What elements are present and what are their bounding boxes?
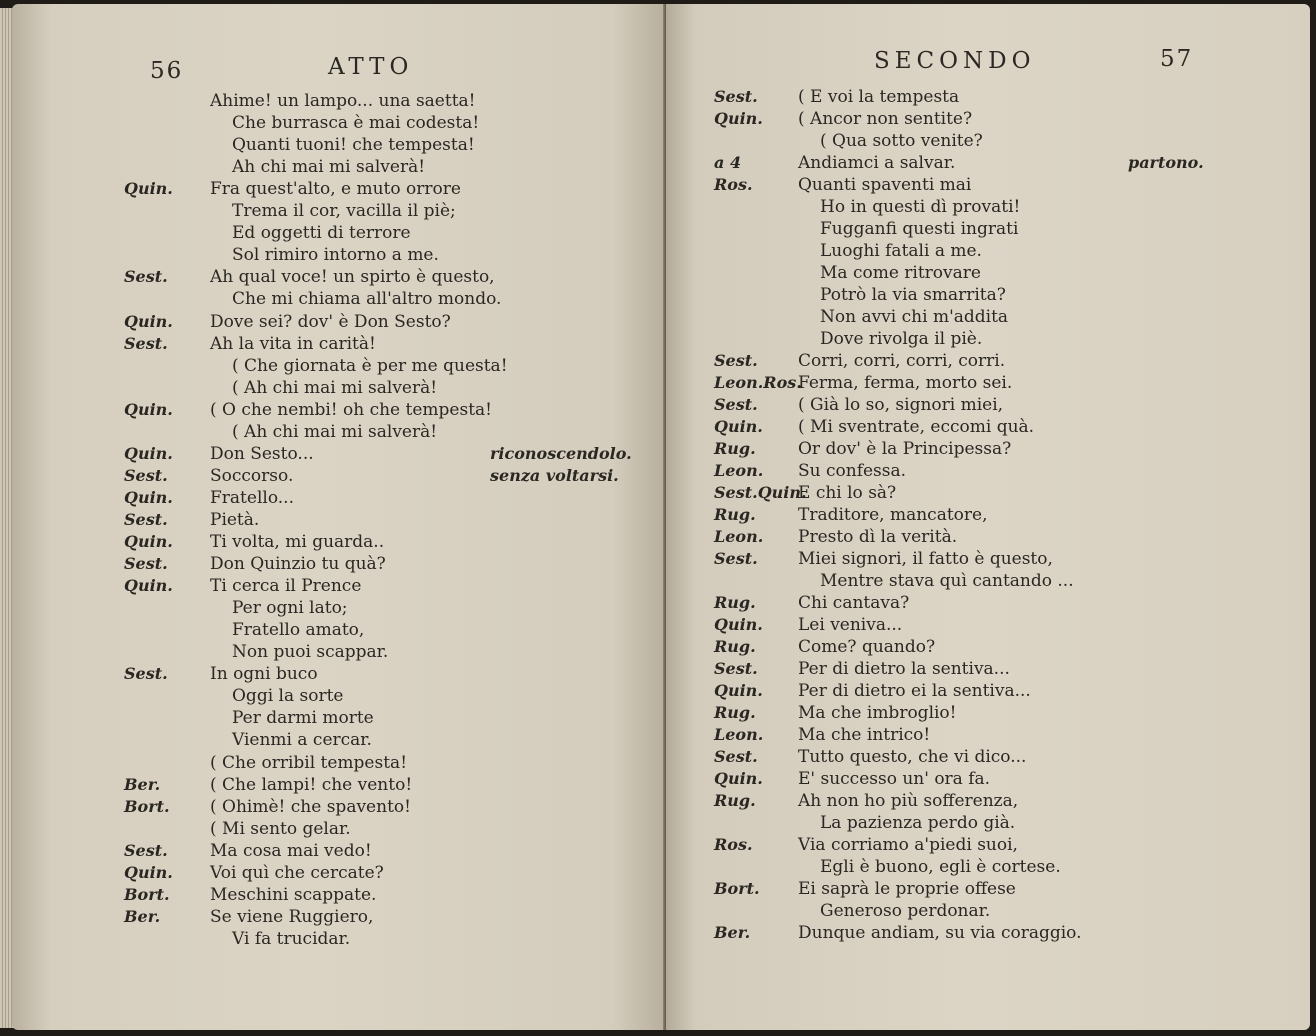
verse-line [124, 553, 386, 575]
verse-text: ( Ah chi mai mi salverà! [232, 377, 438, 398]
verse-text: Don Quinzio tu quà? [210, 554, 386, 575]
verse-line [124, 752, 407, 774]
verse-line [124, 663, 318, 685]
speaker-name: Quin. [124, 576, 173, 596]
verse-text: Ed oggetti di terrore [232, 223, 411, 244]
verse-line [124, 774, 412, 796]
speaker-name: Sest. [714, 747, 758, 766]
verse-line [714, 262, 981, 284]
verse-text: In ogni buco [210, 664, 318, 685]
speaker-name: Sest. [124, 509, 168, 529]
verse-line [714, 878, 1016, 900]
speaker-name: Ber. [714, 923, 751, 942]
verse-text: ( Già lo so, signori miei, [798, 395, 1004, 415]
verse-line [124, 377, 437, 399]
stage-direction: senza voltarsi. [490, 465, 619, 485]
verse-line [714, 152, 955, 174]
verse-line [124, 840, 372, 862]
speaker-name: Quin. [714, 615, 763, 634]
verse-line [124, 641, 388, 663]
verse-line [714, 922, 1082, 944]
verse-text: Ho in questi dì provati! [820, 197, 1021, 217]
verse-line [124, 928, 350, 950]
verse-text: Che mi chiama all'altro mondo. [232, 289, 502, 310]
page-number: 56 [150, 58, 184, 84]
verse-text: Presto dì la verità. [798, 527, 958, 547]
verse-text: Per ogni lato; [232, 598, 348, 619]
verse-line [124, 818, 351, 840]
verse-text: Dove rivolga il piè. [820, 329, 983, 349]
verse-line [714, 350, 1005, 372]
verse-text: Soccorso. [210, 465, 294, 486]
verse-text: Don Sesto... [210, 443, 314, 464]
verse-line [124, 156, 425, 178]
right-page [666, 4, 1310, 1030]
speaker-name: Quin. [124, 532, 173, 551]
verse-text: La pazienza perdo già. [820, 813, 1016, 833]
verse-line [124, 862, 384, 884]
verse-line [124, 707, 374, 729]
verse-line [714, 526, 957, 548]
verse-line [714, 592, 909, 614]
verse-text: Se viene Ruggiero, [210, 906, 374, 927]
verse-line [714, 482, 896, 504]
verse-text: Traditore, mancatore, [798, 505, 988, 525]
verse-text: ( Qua sotto venite? [820, 131, 983, 151]
speaker-name: Sest. [714, 87, 758, 106]
verse-line [714, 196, 1020, 218]
verse-line [124, 355, 508, 377]
verse-line [714, 636, 935, 658]
verse-line [714, 702, 957, 724]
verse-line [714, 86, 959, 108]
verse-text: Come? quando? [798, 637, 936, 657]
verse-text: Fratello amato, [232, 620, 365, 641]
speaker-name: Ros. [714, 835, 753, 854]
verse-line [124, 311, 451, 333]
speaker-name: Ber. [124, 774, 161, 794]
verse-text: Potrò la via smarrita? [820, 285, 1006, 305]
verse-text: Ah qual voce! un spirto è questo, [210, 267, 495, 288]
speaker-name: Rug. [714, 791, 756, 810]
verse-text: Vienmi a cercar. [232, 730, 372, 751]
speaker-name: Quin. [124, 179, 173, 199]
verse-text: Vi fa trucidar. [232, 928, 351, 949]
verse-text: Tutto questo, che vi dico... [798, 747, 1027, 767]
verse-line [714, 372, 1012, 394]
speaker-name: Sest. [714, 351, 758, 370]
verse-line [714, 108, 972, 130]
verse-line [124, 90, 476, 112]
verse-line [714, 614, 902, 636]
verse-text: Ferma, ferma, morto sei. [798, 373, 1013, 393]
speaker-name: Quin. [124, 311, 173, 331]
speaker-name: Sest. [124, 333, 168, 353]
verse-line [124, 597, 348, 619]
verse-line [124, 333, 376, 355]
verse-text: Pietà. [210, 509, 260, 530]
verse-line [124, 619, 364, 641]
speaker-name: Sest. [124, 465, 168, 485]
speaker-name: Bort. [124, 884, 170, 904]
verse-text: Ma come ritrovare [820, 263, 981, 283]
verse-text: Voi quì che cercate? [210, 862, 384, 883]
verse-text: Ma cosa mai vedo! [210, 840, 372, 861]
speaker-name: Sest. [124, 840, 168, 860]
speaker-name: Quin. [714, 769, 763, 788]
verse-line [124, 244, 439, 266]
speaker-name: a 4 [714, 153, 742, 172]
verse-text: ( Ancor non sentite? [798, 109, 973, 129]
verse-line [714, 834, 1018, 856]
verse-text: Quanti tuoni! che tempesta! [232, 135, 475, 156]
speaker-name: Sest. [714, 395, 758, 414]
verse-line [124, 575, 361, 597]
verse-line [714, 306, 1008, 328]
verse-line [714, 460, 906, 482]
verse-text: Lei veniva... [798, 615, 903, 635]
verse-text: Via corriamo a'piedi suoi, [798, 835, 1018, 855]
verse-text: Generoso perdonar. [820, 901, 991, 921]
speaker-name: Leon. [714, 725, 764, 744]
verse-text: Egli è buono, egli è cortese. [820, 857, 1061, 877]
verse-line [714, 680, 1031, 702]
verse-text: Ah chi mai mi salverà! [232, 157, 426, 178]
verse-text: ( O che nembi! oh che tempesta! [210, 399, 492, 420]
verse-text: Dunque andiam, su via coraggio. [798, 923, 1082, 943]
verse-text: Ma che imbroglio! [798, 703, 957, 723]
verse-line [124, 906, 373, 928]
verse-line [124, 134, 475, 156]
speaker-name: Ber. [124, 906, 161, 926]
verse-line [714, 174, 971, 196]
verse-line [124, 487, 294, 509]
speaker-name: Quin. [124, 443, 173, 463]
verse-line [714, 900, 990, 922]
verse-line [124, 266, 495, 288]
verse-line [124, 443, 314, 465]
verse-line [714, 416, 1034, 438]
verse-line [124, 200, 456, 222]
speaker-name: Sest. [124, 554, 168, 574]
verse-text: Sol rimiro intorno a me. [232, 245, 439, 266]
speaker-name: Ros. [714, 175, 753, 194]
speaker-name: Quin. [714, 417, 763, 436]
verse-text: ( E voi la tempesta [798, 87, 960, 107]
speaker-name: Rug. [714, 439, 756, 458]
verse-text: Andiamci a salvar. [798, 153, 956, 173]
verse-text: ( Ohimè! che spavento! [210, 796, 411, 817]
verse-text: Su confessa. [798, 461, 907, 481]
verse-line [714, 746, 1026, 768]
page-number: 57 [1160, 46, 1194, 72]
verse-line [714, 724, 930, 746]
verse-line [714, 394, 1003, 416]
verse-text: Per di dietro la sentiva... [798, 659, 1010, 679]
verse-line [124, 729, 372, 751]
verse-text: Ah non ho più sofferenza, [798, 791, 1019, 811]
verse-text: Miei signori, il fatto è questo, [798, 549, 1053, 569]
verse-line [124, 884, 376, 906]
verse-line [124, 288, 501, 310]
verse-text: Ei saprà le proprie offese [798, 879, 1016, 899]
verse-line [714, 658, 1010, 680]
verse-text: Ti cerca il Prence [210, 576, 362, 597]
verse-text: Ti volta, mi guarda.. [210, 532, 385, 552]
verse-text: Chi cantava? [798, 593, 910, 613]
verse-text: Trema il cor, vacilla il piè; [232, 201, 456, 222]
verse-text: Luoghi fatali a me. [820, 241, 982, 261]
verse-line [124, 112, 479, 134]
verse-line [714, 856, 1061, 878]
verse-line [124, 796, 411, 818]
verse-line [714, 504, 988, 526]
speaker-name: Quin. [124, 487, 173, 507]
verse-line [124, 222, 411, 244]
speaker-name: Leon. [714, 527, 764, 546]
verse-line [714, 790, 1018, 812]
verse-text: Oggi la sorte [232, 686, 344, 707]
verse-text: Corri, corri, corri, corri. [798, 351, 1006, 371]
speaker-name: Rug. [714, 505, 756, 524]
verse-text: Mentre stava quì cantando ... [820, 571, 1074, 591]
speaker-name: Quin. [714, 109, 763, 128]
verse-text: E chi lo sà? [798, 483, 897, 503]
speaker-name: Quin. [714, 681, 763, 700]
speaker-name: Quin. [124, 862, 173, 882]
verse-text: ( Che orribil tempesta! [210, 752, 408, 773]
verse-line [714, 438, 1011, 460]
verse-text: Non avvi chi m'addita [820, 307, 1009, 327]
verse-text: ( Che lampi! che vento! [210, 774, 413, 795]
speaker-name: Quin. [124, 399, 173, 419]
speaker-name: Rug. [714, 637, 756, 656]
verse-text: ( Che giornata è per me questa! [232, 355, 508, 376]
speaker-name: Rug. [714, 703, 756, 722]
stage-direction: partono. [1128, 153, 1204, 172]
verse-text: ( Ah chi mai mi salverà! [232, 421, 438, 442]
running-head: SECONDO [874, 48, 1036, 74]
speaker-name: Leon. [714, 461, 764, 480]
verse-text: E' successo un' ora fa. [798, 769, 991, 789]
speaker-name: Bort. [124, 796, 170, 816]
verse-line [124, 685, 344, 707]
verse-text: Ah la vita in carità! [210, 333, 376, 354]
verse-line [124, 465, 293, 487]
speaker-name: Leon.Ros. [714, 373, 802, 392]
left-page [12, 4, 666, 1030]
verse-text: ( Mi sento gelar. [210, 818, 351, 839]
verse-text: Meschini scappate. [210, 884, 377, 905]
verse-text: Ma che intrico! [798, 725, 931, 745]
verse-text: Dove sei? dov' è Don Sesto? [210, 311, 451, 332]
verse-line [714, 768, 990, 790]
verse-line [714, 130, 983, 152]
speaker-name: Bort. [714, 879, 760, 898]
speaker-name: Sest. [714, 659, 758, 678]
verse-text: Che burrasca è mai codesta! [232, 113, 480, 134]
verse-text: Per darmi morte [232, 708, 374, 729]
stage-direction: riconoscendolo. [490, 443, 632, 463]
verse-line [714, 218, 1018, 240]
speaker-name: Sest. [124, 664, 168, 684]
verse-text: Fratello... [210, 487, 294, 508]
verse-line [714, 284, 1006, 306]
verse-text: Or dov' è la Principessa? [798, 439, 1012, 459]
speaker-name: Sest. [714, 549, 758, 568]
verse-line [714, 240, 982, 262]
verse-line [124, 178, 461, 200]
running-head: ATTO [328, 54, 414, 80]
verse-text: Non puoi scappar. [232, 642, 389, 663]
verse-line [124, 509, 259, 531]
verse-line [714, 812, 1015, 834]
verse-text: Ahime! un lampo... una saetta! [210, 91, 476, 111]
verse-line [124, 399, 492, 421]
verse-text: Fra quest'alto, e muto orrore [210, 179, 461, 200]
verse-line [714, 328, 982, 350]
verse-text: Quanti spaventi mai [798, 175, 972, 195]
verse-line [714, 570, 1074, 592]
verse-line [124, 531, 384, 553]
speaker-name: Rug. [714, 593, 756, 612]
verse-text: Fugganfi questi ingrati [820, 219, 1019, 239]
speaker-name: Sest. [124, 267, 168, 287]
verse-line [714, 548, 1053, 570]
speaker-name: Sest.Quin. [714, 483, 807, 502]
verse-text: ( Mi sventrate, eccomi quà. [798, 417, 1035, 437]
verse-text: Per di dietro ei la sentiva... [798, 681, 1031, 701]
verse-line [124, 421, 437, 443]
